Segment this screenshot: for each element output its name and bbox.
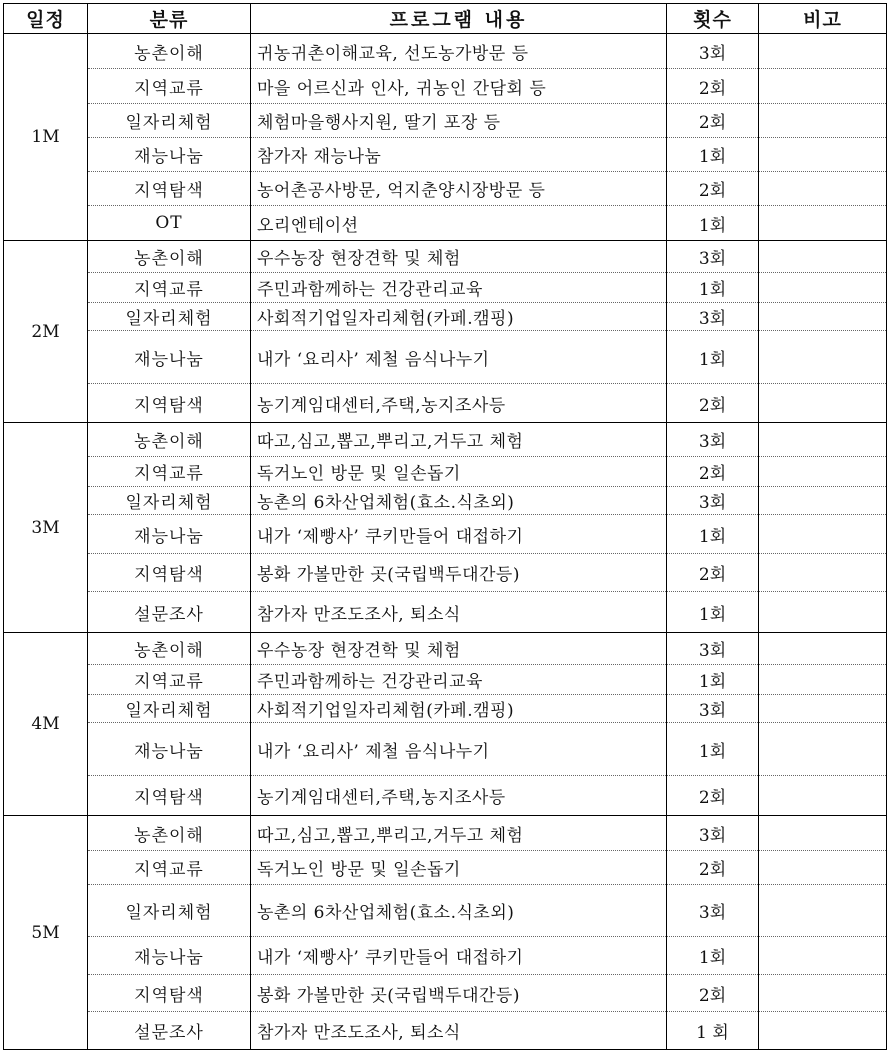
note-cell: [759, 423, 887, 457]
table-row: [4, 331, 887, 384]
table-row: [4, 34, 887, 69]
note-cell: [759, 515, 887, 554]
count-cell: 1회: [667, 138, 759, 172]
category-cell: 지역교류: [88, 273, 251, 303]
count-cell: 1회: [667, 206, 759, 241]
table-row: [4, 776, 887, 816]
note-cell: [759, 487, 887, 515]
program-cell: 참가자 만조도조사, 퇴소식: [251, 592, 667, 633]
category-cell: 일자리체험: [88, 303, 251, 331]
count-cell: 2회: [667, 776, 759, 816]
month-cell: 3M: [4, 423, 88, 633]
program-cell: 우수농장 현장견학 및 체험: [251, 241, 667, 273]
month-cell: 2M: [4, 241, 88, 423]
program-cell: 농촌의 6차산업체험(효소.식초외): [251, 487, 667, 515]
header-note: 비고: [759, 4, 887, 34]
table-row: [4, 515, 887, 554]
table-row: [4, 303, 887, 331]
category-cell: 지역교류: [88, 851, 251, 885]
count-cell: 2회: [667, 554, 759, 592]
count-cell: 3회: [667, 303, 759, 331]
note-cell: [759, 665, 887, 695]
category-cell: 농촌이해: [88, 241, 251, 273]
table-row: [4, 975, 887, 1012]
table-row: [4, 695, 887, 723]
category-cell: 재능나눔: [88, 515, 251, 554]
count-cell: 3회: [667, 885, 759, 937]
count-cell: 1회: [667, 592, 759, 633]
table-row: [4, 172, 887, 206]
category-cell: 재능나눔: [88, 723, 251, 776]
program-cell: 독거노인 방문 및 일손돕기: [251, 851, 667, 885]
program-cell: 독거노인 방문 및 일손돕기: [251, 457, 667, 487]
table-row: [4, 1012, 887, 1050]
note-cell: [759, 104, 887, 138]
program-cell: 주민과함께하는 건강관리교육: [251, 665, 667, 695]
category-cell: 지역탐색: [88, 384, 251, 423]
program-cell: 마을 어르신과 인사, 귀농인 간담회 등: [251, 69, 667, 104]
category-cell: 재능나눔: [88, 331, 251, 384]
category-cell: 농촌이해: [88, 633, 251, 665]
category-cell: 일자리체험: [88, 104, 251, 138]
header-count: 횟수: [667, 4, 759, 34]
program-cell: 따고,심고,뽑고,뿌리고,거두고 체험: [251, 423, 667, 457]
program-cell: 참가자 만조도조사, 퇴소식: [251, 1012, 667, 1050]
program-cell: 봉화 가볼만한 곳(국립백두대간등): [251, 554, 667, 592]
table-row: [4, 457, 887, 487]
month-cell: 5M: [4, 816, 88, 1050]
category-cell: 설문조사: [88, 1012, 251, 1050]
category-cell: 지역탐색: [88, 172, 251, 206]
program-cell: 내가 ‘요리사’ 제철 음식나누기: [251, 331, 667, 384]
program-cell: 오리엔테이션: [251, 206, 667, 241]
count-cell: 3회: [667, 34, 759, 69]
table-row: [4, 487, 887, 515]
program-cell: 농촌의 6차산업체험(효소.식초외): [251, 885, 667, 937]
count-cell: 1회: [667, 331, 759, 384]
note-cell: [759, 816, 887, 851]
note-cell: [759, 554, 887, 592]
table-row: [4, 592, 887, 633]
note-cell: [759, 241, 887, 273]
count-cell: 1회: [667, 515, 759, 554]
table-row: [4, 665, 887, 695]
category-cell: 재능나눔: [88, 937, 251, 975]
program-cell: 따고,심고,뽑고,뿌리고,거두고 체험: [251, 816, 667, 851]
table-row: [4, 69, 887, 104]
note-cell: [759, 633, 887, 665]
count-cell: 1회: [667, 723, 759, 776]
header-category: 분류: [88, 4, 251, 34]
program-schedule-table: [3, 3, 887, 1050]
count-cell: 1회: [667, 273, 759, 303]
count-cell: 2회: [667, 457, 759, 487]
table-row: [4, 423, 887, 457]
program-cell: 사회적기업일자리체험(카페.캠핑): [251, 303, 667, 331]
category-cell: 지역탐색: [88, 975, 251, 1012]
category-cell: 지역교류: [88, 457, 251, 487]
table-body: [4, 34, 887, 1050]
category-cell: 농촌이해: [88, 423, 251, 457]
note-cell: [759, 303, 887, 331]
program-cell: 체험마을행사지원, 딸기 포장 등: [251, 104, 667, 138]
note-cell: [759, 138, 887, 172]
table-row: [4, 384, 887, 423]
category-cell: 설문조사: [88, 592, 251, 633]
table-row: [4, 206, 887, 241]
note-cell: [759, 851, 887, 885]
note-cell: [759, 592, 887, 633]
category-cell: OT: [88, 206, 251, 241]
note-cell: [759, 172, 887, 206]
table-row: [4, 723, 887, 776]
count-cell: 1회: [667, 665, 759, 695]
table-row: [4, 885, 887, 937]
count-cell: 3회: [667, 241, 759, 273]
category-cell: 농촌이해: [88, 34, 251, 69]
count-cell: 3회: [667, 695, 759, 723]
header-row: [4, 4, 887, 34]
note-cell: [759, 975, 887, 1012]
count-cell: 1 회: [667, 1012, 759, 1050]
category-cell: 일자리체험: [88, 487, 251, 515]
table-row: [4, 138, 887, 172]
category-cell: 농촌이해: [88, 816, 251, 851]
program-cell: 봉화 가볼만한 곳(국립백두대간등): [251, 975, 667, 1012]
note-cell: [759, 384, 887, 423]
program-cell: 농어촌공사방문, 억지춘양시장방문 등: [251, 172, 667, 206]
table-row: [4, 554, 887, 592]
table-row: [4, 937, 887, 975]
table-row: [4, 241, 887, 273]
category-cell: 지역교류: [88, 69, 251, 104]
count-cell: 3회: [667, 633, 759, 665]
program-cell: 내가 ‘요리사’ 제철 음식나누기: [251, 723, 667, 776]
month-cell: 1M: [4, 34, 88, 241]
program-cell: 주민과함께하는 건강관리교육: [251, 273, 667, 303]
program-cell: 귀농귀촌이해교육, 선도농가방문 등: [251, 34, 667, 69]
note-cell: [759, 695, 887, 723]
table-row: [4, 633, 887, 665]
month-cell: 4M: [4, 633, 88, 816]
table-row: [4, 816, 887, 851]
program-cell: 농기계임대센터,주택,농지조사등: [251, 384, 667, 423]
table-row: [4, 851, 887, 885]
count-cell: 2회: [667, 104, 759, 138]
category-cell: 일자리체험: [88, 885, 251, 937]
note-cell: [759, 69, 887, 104]
category-cell: 지역교류: [88, 665, 251, 695]
count-cell: 2회: [667, 851, 759, 885]
table-header: [4, 4, 887, 34]
count-cell: 2회: [667, 69, 759, 104]
program-cell: 사회적기업일자리체험(카페.캠핑): [251, 695, 667, 723]
program-cell: 내가 ‘제빵사’ 쿠키만들어 대접하기: [251, 515, 667, 554]
count-cell: 3회: [667, 816, 759, 851]
count-cell: 2회: [667, 384, 759, 423]
table-row: [4, 104, 887, 138]
category-cell: 일자리체험: [88, 695, 251, 723]
note-cell: [759, 1012, 887, 1050]
note-cell: [759, 206, 887, 241]
note-cell: [759, 331, 887, 384]
note-cell: [759, 273, 887, 303]
count-cell: 1회: [667, 937, 759, 975]
count-cell: 2회: [667, 172, 759, 206]
note-cell: [759, 937, 887, 975]
note-cell: [759, 723, 887, 776]
program-cell: 농기계임대센터,주택,농지조사등: [251, 776, 667, 816]
category-cell: 지역탐색: [88, 554, 251, 592]
category-cell: 재능나눔: [88, 138, 251, 172]
count-cell: 3회: [667, 487, 759, 515]
note-cell: [759, 776, 887, 816]
header-program: 프로그램 내용: [251, 4, 667, 34]
note-cell: [759, 457, 887, 487]
note-cell: [759, 34, 887, 69]
count-cell: 3회: [667, 423, 759, 457]
schedule-sheet: [3, 3, 887, 1050]
program-cell: 우수농장 현장견학 및 체험: [251, 633, 667, 665]
note-cell: [759, 885, 887, 937]
category-cell: 지역탐색: [88, 776, 251, 816]
header-month: 일정: [4, 4, 88, 34]
count-cell: 2회: [667, 975, 759, 1012]
program-cell: 내가 ‘제빵사’ 쿠키만들어 대접하기: [251, 937, 667, 975]
program-cell: 참가자 재능나눔: [251, 138, 667, 172]
table-row: [4, 273, 887, 303]
